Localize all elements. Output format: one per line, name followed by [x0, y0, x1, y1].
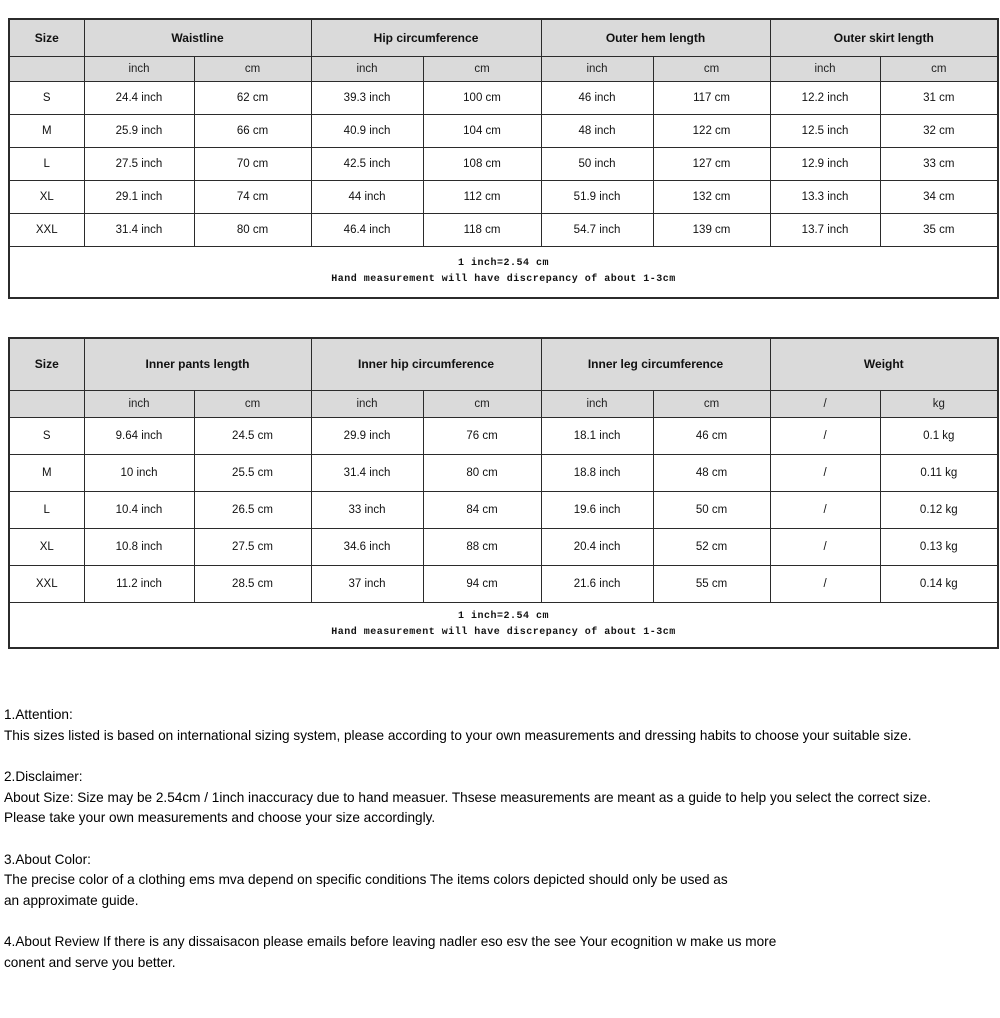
value-cell: 18.1 inch — [541, 418, 653, 455]
size-cell: M — [9, 455, 84, 492]
note-about-review — [4, 932, 996, 973]
value-cell: 84 cm — [423, 492, 541, 529]
outer-table-body — [9, 81, 998, 246]
value-cell: 55 cm — [653, 566, 770, 603]
unit-header: / — [770, 391, 880, 418]
size-chart-sheet — [0, 18, 1000, 1018]
outer-garment-size-table — [8, 18, 999, 299]
size-cell: XXL — [9, 566, 84, 603]
value-cell: 62 cm — [194, 81, 311, 114]
value-cell: 34.6 inch — [311, 529, 423, 566]
table-row — [9, 529, 998, 566]
value-cell: 48 cm — [653, 455, 770, 492]
inner-table-body — [9, 418, 998, 603]
value-cell: 46 cm — [653, 418, 770, 455]
value-cell: 0.14 kg — [880, 566, 998, 603]
value-cell: 24.5 cm — [194, 418, 311, 455]
table-header-row — [9, 338, 998, 391]
unit-header: cm — [423, 56, 541, 81]
size-cell: M — [9, 114, 84, 147]
value-cell: 25.5 cm — [194, 455, 311, 492]
value-cell: 88 cm — [423, 529, 541, 566]
value-cell: 12.2 inch — [770, 81, 880, 114]
value-cell: 54.7 inch — [541, 213, 653, 246]
empty-unit-cell — [9, 391, 84, 418]
value-cell: / — [770, 492, 880, 529]
unit-header: cm — [653, 391, 770, 418]
value-cell: 112 cm — [423, 180, 541, 213]
value-cell: 46.4 inch — [311, 213, 423, 246]
unit-header: cm — [194, 56, 311, 81]
value-cell: 10.8 inch — [84, 529, 194, 566]
value-cell: 74 cm — [194, 180, 311, 213]
size-cell: S — [9, 418, 84, 455]
table-row — [9, 147, 998, 180]
value-cell: 26.5 cm — [194, 492, 311, 529]
note-line: The precise color of a clothing ems mva depend on specific conditions The items colors depicted should only be used as — [4, 872, 728, 887]
value-cell: 94 cm — [423, 566, 541, 603]
table-row — [9, 455, 998, 492]
value-cell: 33 inch — [311, 492, 423, 529]
value-cell: 0.13 kg — [880, 529, 998, 566]
unit-header: cm — [653, 56, 770, 81]
table-row — [9, 213, 998, 246]
footnote-line: Hand measurement will have discrepancy of about 1-3cm — [331, 273, 676, 285]
note-heading: 3.About Color: — [4, 851, 91, 867]
empty-unit-cell — [9, 56, 84, 81]
size-cell: XXL — [9, 213, 84, 246]
value-cell: / — [770, 455, 880, 492]
unit-header-row — [9, 56, 998, 81]
footnote-line: Hand measurement will have discrepancy of about 1-3cm — [331, 627, 676, 638]
footnote-cell — [9, 603, 998, 649]
value-cell: 40.9 inch — [311, 114, 423, 147]
table-row — [9, 492, 998, 529]
note-heading: 2.Disclaimer: — [4, 769, 83, 784]
outer-table-header — [9, 19, 998, 81]
value-cell: 29.9 inch — [311, 418, 423, 455]
value-cell: / — [770, 418, 880, 455]
value-cell: 27.5 cm — [194, 529, 311, 566]
unit-header-row — [9, 391, 998, 418]
value-cell: / — [770, 529, 880, 566]
size-cell: S — [9, 81, 84, 114]
value-cell: 80 cm — [194, 213, 311, 246]
table-header-row — [9, 19, 998, 56]
note-about-color — [4, 850, 996, 912]
unit-header: inch — [311, 56, 423, 81]
value-cell: 139 cm — [653, 213, 770, 246]
value-cell: 34 cm — [880, 180, 998, 213]
table-row — [9, 81, 998, 114]
value-cell: 117 cm — [653, 81, 770, 114]
value-cell: 70 cm — [194, 147, 311, 180]
unit-header: inch — [541, 56, 653, 81]
note-line: an approximate guide. — [4, 892, 139, 908]
value-cell: 12.5 inch — [770, 114, 880, 147]
value-cell: 31 cm — [880, 81, 998, 114]
size-column-header: Size — [9, 338, 84, 391]
value-cell: 24.4 inch — [84, 81, 194, 114]
group-header: Inner leg circumference — [541, 338, 770, 391]
value-cell: 12.9 inch — [770, 147, 880, 180]
value-cell: 122 cm — [653, 114, 770, 147]
unit-header: cm — [880, 56, 998, 81]
notes-section — [4, 705, 996, 973]
note-line: Please take your own measurements and choose your size accordingly. — [4, 810, 436, 825]
value-cell: 48 inch — [541, 114, 653, 147]
value-cell: 13.7 inch — [770, 213, 880, 246]
value-cell: 0.12 kg — [880, 492, 998, 529]
group-header: Outer hem length — [541, 19, 770, 56]
value-cell: 76 cm — [423, 418, 541, 455]
value-cell: 27.5 inch — [84, 147, 194, 180]
value-cell: 21.6 inch — [541, 566, 653, 603]
value-cell: 31.4 inch — [84, 213, 194, 246]
size-cell: XL — [9, 529, 84, 566]
unit-header: inch — [84, 391, 194, 418]
value-cell: 10 inch — [84, 455, 194, 492]
value-cell: 35 cm — [880, 213, 998, 246]
value-cell: 32 cm — [880, 114, 998, 147]
note-line: This sizes listed is based on international sizing system, please according to your own measurements and dressing habits to choose your suitable size. — [4, 727, 912, 743]
value-cell: 66 cm — [194, 114, 311, 147]
value-cell: 10.4 inch — [84, 492, 194, 529]
unit-header: inch — [541, 391, 653, 418]
value-cell: 108 cm — [423, 147, 541, 180]
table-row — [9, 566, 998, 603]
note-line: 4.About Review If there is any dissaisacon please emails before leaving nadler eso esv the see Your ecognition w make us more — [4, 934, 777, 949]
value-cell: 28.5 cm — [194, 566, 311, 603]
value-cell: 51.9 inch — [541, 180, 653, 213]
value-cell: 132 cm — [653, 180, 770, 213]
value-cell: 20.4 inch — [541, 529, 653, 566]
value-cell: 9.64 inch — [84, 418, 194, 455]
value-cell: 46 inch — [541, 81, 653, 114]
value-cell: 44 inch — [311, 180, 423, 213]
value-cell: 0.1 kg — [880, 418, 998, 455]
footnote-cell — [9, 246, 998, 298]
size-column-header: Size — [9, 19, 84, 56]
value-cell: 118 cm — [423, 213, 541, 246]
size-cell: L — [9, 492, 84, 529]
size-cell: XL — [9, 180, 84, 213]
value-cell: 11.2 inch — [84, 566, 194, 603]
value-cell: / — [770, 566, 880, 603]
value-cell: 52 cm — [653, 529, 770, 566]
footnote-line: 1 inch=2.54 cm — [458, 611, 550, 622]
value-cell: 18.8 inch — [541, 455, 653, 492]
table-row — [9, 114, 998, 147]
note-line: About Size: Size may be 2.54cm / 1inch inaccuracy due to hand measuer. Thsese measurements are meant as a guide to help you select the correct size. — [4, 789, 931, 805]
value-cell: 0.11 kg — [880, 455, 998, 492]
unit-header: kg — [880, 391, 998, 418]
value-cell: 19.6 inch — [541, 492, 653, 529]
unit-header: cm — [423, 391, 541, 418]
group-header: Inner hip circumference — [311, 338, 541, 391]
table-row — [9, 418, 998, 455]
table-row — [9, 180, 998, 213]
footnote-row — [9, 603, 998, 649]
value-cell: 25.9 inch — [84, 114, 194, 147]
inner-table-header — [9, 338, 998, 418]
value-cell: 37 inch — [311, 566, 423, 603]
value-cell: 31.4 inch — [311, 455, 423, 492]
unit-header: inch — [770, 56, 880, 81]
group-header: Waistline — [84, 19, 311, 56]
value-cell: 100 cm — [423, 81, 541, 114]
unit-header: inch — [311, 391, 423, 418]
value-cell: 29.1 inch — [84, 180, 194, 213]
group-header: Weight — [770, 338, 998, 391]
outer-table-footer — [9, 246, 998, 298]
group-header: Hip circumference — [311, 19, 541, 56]
value-cell: 42.5 inch — [311, 147, 423, 180]
note-heading: 1.Attention: — [4, 707, 73, 722]
value-cell: 127 cm — [653, 147, 770, 180]
footnote-line: 1 inch=2.54 cm — [458, 257, 550, 269]
inner-table-footer — [9, 603, 998, 649]
note-disclaimer — [4, 767, 996, 829]
value-cell: 104 cm — [423, 114, 541, 147]
inner-garment-size-table — [8, 337, 999, 650]
note-attention — [4, 705, 996, 746]
group-header: Outer skirt length — [770, 19, 998, 56]
value-cell: 33 cm — [880, 147, 998, 180]
value-cell: 13.3 inch — [770, 180, 880, 213]
value-cell: 39.3 inch — [311, 81, 423, 114]
unit-header: cm — [194, 391, 311, 418]
value-cell: 80 cm — [423, 455, 541, 492]
note-line: conent and serve you better. — [4, 954, 176, 970]
footnote-row — [9, 246, 998, 298]
value-cell: 50 cm — [653, 492, 770, 529]
group-header: Inner pants length — [84, 338, 311, 391]
unit-header: inch — [84, 56, 194, 81]
size-cell: L — [9, 147, 84, 180]
value-cell: 50 inch — [541, 147, 653, 180]
